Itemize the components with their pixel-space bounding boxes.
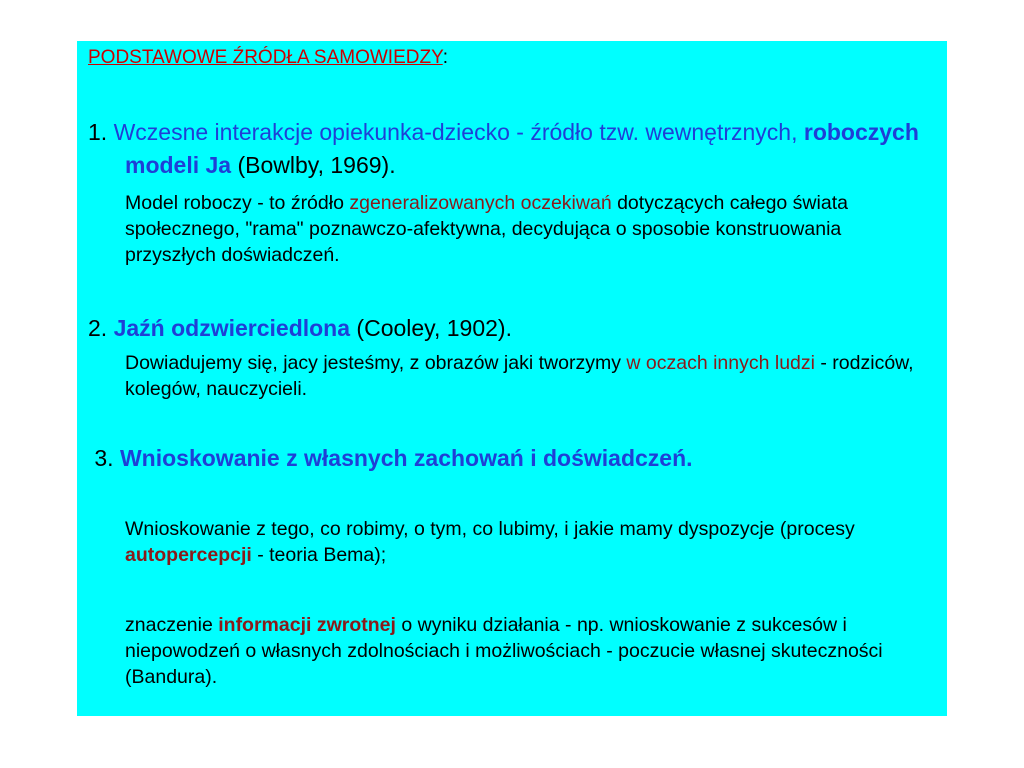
point-3-desc2-highlight: informacji zwrotnej [218, 614, 396, 636]
point-3-desc1-part2: - teoria Bema); [251, 544, 387, 566]
point-1-description [125, 190, 933, 268]
point-1-desc-part1: Model roboczy - to źródło [125, 192, 350, 214]
point-3-desc2-part1: znaczenie [125, 614, 219, 636]
point-2-desc-part2: - rodziców, kolegów, nauczycieli. [125, 352, 914, 400]
point-3-desc1-highlight: autopercepcji [125, 544, 252, 566]
point-1-citation: (Bowlby, 1969). [231, 152, 396, 178]
point-1-bold: roboczych modeli Ja [125, 119, 919, 178]
point-1-desc-highlight: zgeneralizowanych oczekiwań [349, 192, 612, 214]
point-1-number: 1. [88, 119, 114, 145]
point-3-bold: Wnioskowanie z własnych zachowań i doświadczeń. [119, 445, 693, 471]
point-1-desc-part2: dotyczących całego świata społecznego, "rama" poznawczo-afektywna, decydująca o sposobie konstruowania przyszłych doświadczeń. [125, 192, 848, 266]
slide-panel [77, 41, 947, 716]
point-2-bold: Jaźń odzwierciedlona [113, 315, 351, 341]
point-2-number: 2. [88, 315, 114, 341]
point-2-desc-part1: Dowiadujemy się, jacy jesteśmy, z obrazów jaki tworzymy [125, 352, 627, 374]
heading-title: PODSTAWOWE ŹRÓDŁA SAMOWIEDZY [88, 47, 443, 68]
point-2-desc-highlight: w oczach innych ludzi [626, 352, 815, 374]
slide-heading [88, 47, 448, 69]
point-3-desc1-part1: Wnioskowanie z tego, co robimy, o tym, co lubimy, i jakie mamy dyspozycje (procesy [125, 518, 855, 540]
point-2-citation: (Cooley, 1902). [350, 315, 512, 341]
point-3-description-2 [125, 612, 933, 690]
point-3-description-1 [125, 516, 933, 568]
point-1 [88, 116, 945, 182]
heading-colon: : [442, 47, 448, 68]
point-2 [88, 312, 908, 345]
point-3-desc2-part2: o wyniku działania - np. wnioskowanie z sukcesów i niepowodzeń o własnych zdolnościach i możliwościach - poczucie własnej skuteczności (Bandura). [125, 614, 883, 688]
point-1-text: Wczesne interakcje opiekunka-dziecko - źródło tzw. wewnętrznych, [113, 119, 804, 145]
point-3 [88, 442, 908, 475]
point-3-number: 3. [88, 445, 120, 471]
point-2-description [125, 350, 933, 402]
